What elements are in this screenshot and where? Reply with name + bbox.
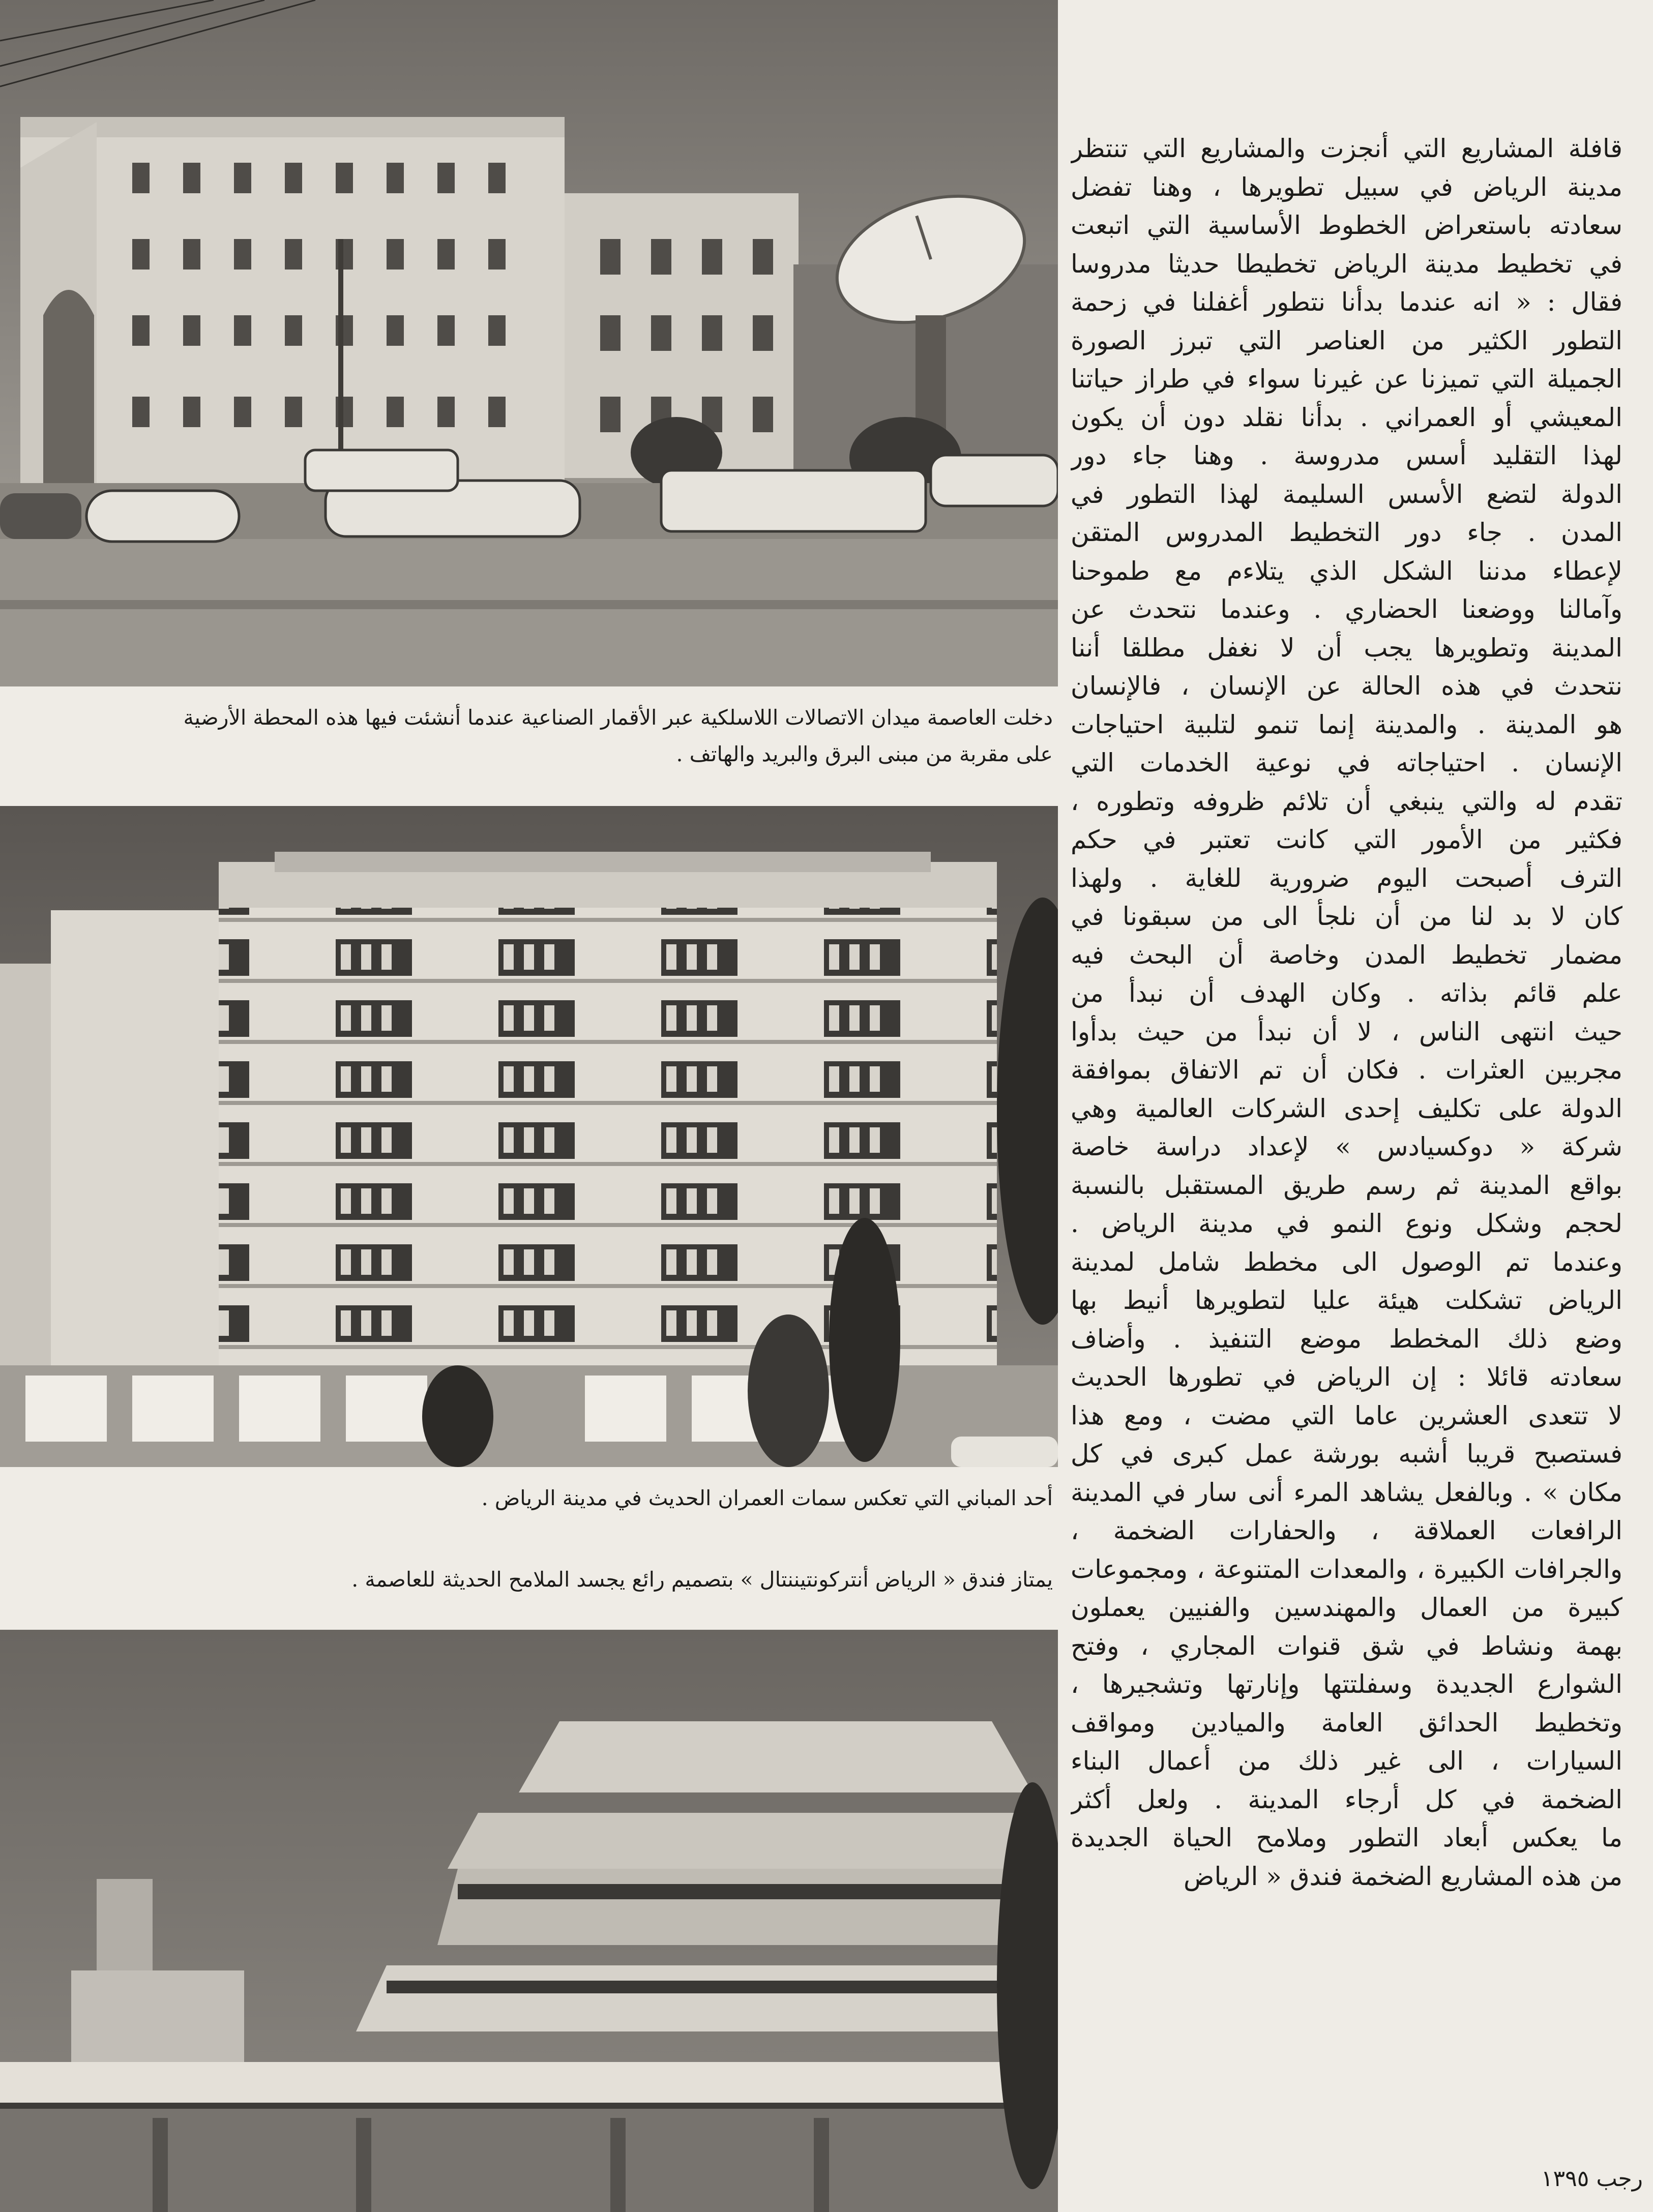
article-line: الجميلة التي تميزنا عن غيرنا سواء في طراز حياتنا [1071,364,1622,394]
article-line: مضمار تخطيط المدن وخاصة أن البحث فيه [1071,940,1622,970]
article-line: لحجم وشكل ونوع النمو في مدينة الرياض . [1071,1209,1622,1238]
article-line: المدن . جاء دور التخطيط المدروس المتقن [1071,518,1622,547]
article-line: فستصبح قريبا أشبه بورشة عمل كبرى في كل [1071,1439,1622,1469]
article-line: الدولة لتضع الأسس السليمة لهذا التطور في [1071,479,1622,509]
photo1-caption-line2: على مقربة من مبنى البرق والبريد والهاتف . [676,742,1053,766]
article-line: لهذا التقليد أسس مدروسة . وهنا جاء دور [1071,441,1622,470]
article-line: الترف أصبحت اليوم ضرورية للغاية . ولهذا [1071,863,1622,893]
article-line: سعادته قائلا : إن الرياض في تطورها الحديث [1071,1362,1622,1392]
article-line: من هذه المشاريع الضخمة فندق « الرياض [1184,1861,1622,1891]
photo-telecom-building [0,0,1058,686]
article-line: وتخطيط الحدائق العامة والميادين ومواقف [1071,1708,1622,1738]
article-line: لإعطاء مدننا الشكل الذي يتلاءم مع طموحنا [1071,556,1622,586]
article-line: كبيرة من العمال والمهندسين والفنيين يعملون [1071,1593,1622,1622]
article-line: السيارات ، الى غير ذلك من أعمال البناء [1071,1746,1622,1776]
article-line: شركة « دوكسيادس » لإعداد دراسة خاصة [1071,1132,1622,1161]
article-line: والجرافات الكبيرة ، والمعدات المتنوعة ، ومجموعات [1071,1554,1622,1584]
article-line: التطور الكثير من العناصر التي تبرز الصورة [1071,325,1622,355]
article-line: بواقع المدينة ثم رسم طريق المستقبل بالنسبة [1071,1170,1622,1200]
photo2-caption: أحد المباني التي تعكس سمات العمران الحديث في مدينة الرياض . [481,1486,1053,1510]
article-line: الشوارع الجديدة وسفلتتها وإنارتها وتشجيرها ، [1071,1669,1622,1699]
article-line: قافلة المشاريع التي أنجزت والمشاريع التي تنتظر [1071,134,1622,163]
issue-date-footer: رجب ١٣٩٥ [1541,2166,1643,2192]
article-line: مكان » . وبالفعل يشاهد المرء أنى سار في المدينة [1071,1477,1622,1507]
article-line: وعندما تم الوصول الى مخطط شامل لمدينة [1071,1247,1622,1277]
article-line: مجربين العثرات . فكان أن تم الاتفاق بموافقة [1071,1055,1622,1085]
article-line: الرافعات العملاقة ، والحفارات الضخمة ، [1071,1516,1622,1545]
article-line: في تخطيط مدينة الرياض تخطيطا حديثا مدروسا [1071,249,1622,279]
photo-intercontinental-hotel [0,1630,1058,2212]
article-line: مدينة الرياض في سبيل تطويرها ، وهنا تفضل [1071,172,1622,202]
article-line: الإنسان . احتياجاته في نوعية الخدمات التي [1071,748,1622,778]
article-line: كان لا بد لنا من أن نلجأ الى من سبقونا في [1071,902,1622,931]
article-line: وضع ذلك المخطط موضع التنفيذ . وأضاف [1071,1324,1622,1354]
article-line: تقدم له والتي ينبغي أن تلائم ظروفه وتطوره ، [1071,786,1622,816]
photo-modern-building [0,806,1058,1467]
article-line: حيث انتهى الناس ، لا أن نبدأ من حيث بدأوا [1071,1017,1622,1047]
article-line: سعادته باستعراض الخطوط الأساسية التي اتبعت [1071,211,1622,240]
article-line: هو المدينة . والمدينة إنما تنمو لتلبية احتياجات [1071,709,1622,739]
article-line: المعيشي أو العمراني . بدأنا نقلد دون أن يكون [1071,402,1622,432]
article-line: بهمة ونشاط في شق قنوات المجاري ، وفتح [1071,1631,1622,1661]
photo1-caption-line1: دخلت العاصمة ميدان الاتصالات اللاسلكية عبر الأقمار الصناعية عندما أنشئت فيها هذه المحطة الأرضية [183,705,1053,730]
article-line: لا تتعدى العشرين عاما التي مضت ، ومع هذا [1071,1400,1622,1430]
article-line: الدولة على تكليف إحدى الشركات العالمية وهي [1071,1093,1622,1123]
article-line: وآمالنا ووضعنا الحضاري . وعندما نتحدث عن [1071,594,1622,624]
article-line: المدينة وتطويرها يجب أن لا نغفل مطلقا أننا [1071,633,1622,663]
article-line: ما يعكس أبعاد التطور وملامح الحياة الجديدة [1071,1823,1622,1852]
article-line: علم قائم بذاته . وكان الهدف أن نبدأ من [1071,978,1622,1008]
article-line: الضخمة في كل أرجاء المدينة . ولعل أكثر [1071,1784,1622,1814]
article-line: فكثير من الأمور التي كانت تعتبر في حكم [1071,825,1622,854]
article-text [1071,130,1622,2148]
photo3-caption: يمتاز فندق « الرياض أنتركونتيننتال » بتصميم رائع يجسد الملامح الحديثة للعاصمة . [351,1567,1053,1592]
article-line: نتحدث في هذه الحالة عن الإنسان ، فالإنسان [1071,671,1622,701]
article-line: الرياض تشكلت هيئة عليا لتطويرها أنيط بها [1071,1286,1622,1315]
article-line: فقال : « انه عندما بدأنا نتطور أغفلنا في زحمة [1071,287,1622,317]
